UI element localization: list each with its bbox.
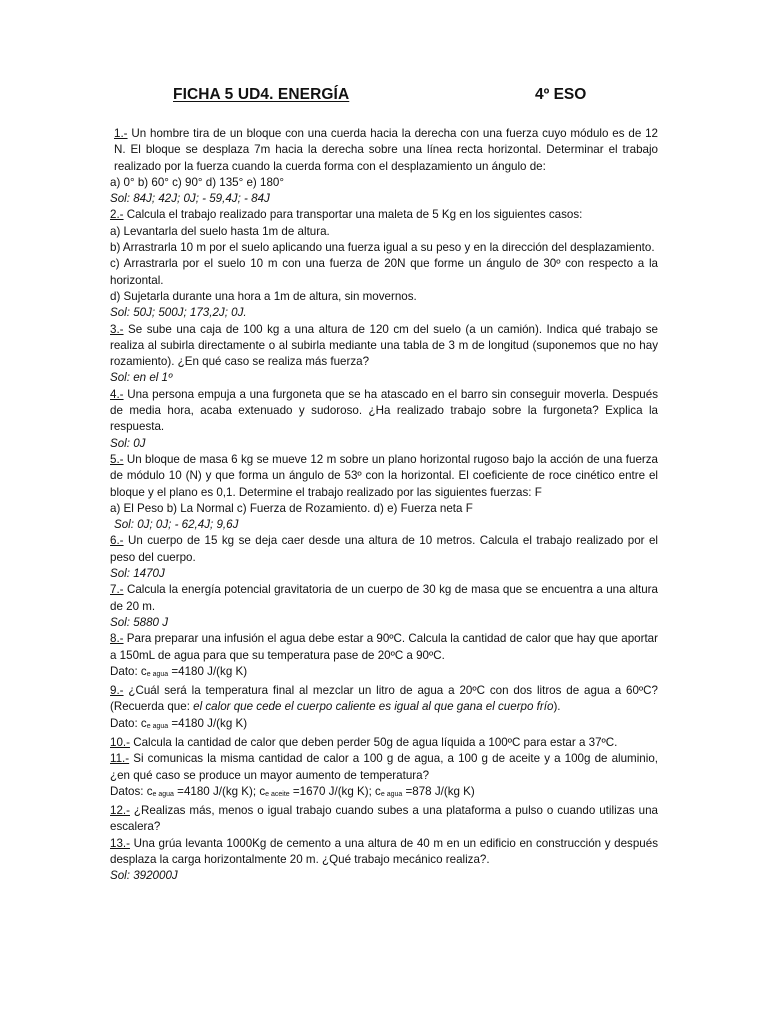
question-number: 4.- xyxy=(110,387,124,401)
question-text: Un cuerpo de 15 kg se deja caer desde una altura de 10 metros. Calcula el trabajo realizado por el peso del cuerpo. xyxy=(110,534,658,564)
question-text: ¿Cuál será la temperatura final al mezclar un litro de agua a 20ºC con dos litros de agua a 60ºC? (Recuerda que: xyxy=(110,684,658,714)
question-number: 3.- xyxy=(110,322,124,336)
question-number: 10.- xyxy=(110,735,130,749)
question-case-b: b) Arrastrarla 10 m por el suelo aplicando una fuerza igual a su peso y en la dirección del desplazamiento. xyxy=(110,241,655,255)
question-text: ¿Realizas más, menos o igual trabajo cuando subes a una plataforma a pulso o cuando utilizas una escalera? xyxy=(110,804,658,834)
question-11 xyxy=(110,751,658,803)
solution: Sol: 84J; 42J; 0J; - 59,4J; - 84J xyxy=(110,192,270,206)
question-options: a) El Peso b) La Normal c) Fuerza de Rozamiento. d) e) Fuerza neta F xyxy=(110,501,473,515)
question-text: Para preparar una infusión el agua debe estar a 90ºC. Calcula la cantidad de calor que hay que aportar a 150mL de agua para que su temperatura pase de 20ºC a 90ºC. xyxy=(110,632,658,662)
question-text: Calcula el trabajo realizado para transportar una maleta de 5 Kg en los siguientes casos: xyxy=(123,208,583,222)
question-4 xyxy=(110,387,658,452)
question-number: 13.- xyxy=(110,836,130,850)
question-data xyxy=(110,784,658,803)
question-9 xyxy=(110,683,658,735)
solution: Sol: 1470J xyxy=(110,567,165,581)
data-subscript: e agua xyxy=(152,790,174,798)
question-data xyxy=(110,664,658,683)
data-subscript: e agua xyxy=(146,670,169,678)
question-italic-note: el calor que cede el cuerpo caliente es igual al que gana el cuerpo frío xyxy=(193,700,554,714)
data-subscript: e agua xyxy=(380,790,403,798)
solution: Sol: 50J; 500J; 173,2J; 0J. xyxy=(110,306,247,320)
document-header xyxy=(173,86,633,110)
data-subscript: e aceite xyxy=(265,790,290,798)
question-12 xyxy=(110,803,658,836)
data-label: Datos: c xyxy=(110,784,153,798)
question-number: 1.- xyxy=(114,127,128,140)
question-text: Un hombre tira de un bloque con una cuerda hacia la derecha con una fuerza cuyo módulo es de 12 N. El bloque se desplaza 7m hacia la derecha sobre una línea recta horizontal. Determinar el trabajo realizado por la fuerza cuando la cuerda forma con el desplazamiento un ángulo de: xyxy=(114,127,658,173)
question-number: 7.- xyxy=(110,583,124,597)
question-tail: ). xyxy=(553,700,561,714)
question-number: 8.- xyxy=(110,632,124,646)
question-data xyxy=(110,716,658,735)
question-5 xyxy=(110,452,658,533)
question-text: Calcula la energía potencial gravitatoria de un cuerpo de 30 kg de masa que se encuentra a una altura de 20 m. xyxy=(110,583,658,613)
question-text: Calcula la cantidad de calor que deben perder 50g de agua líquida a 100ºC para estar a 37ºC. xyxy=(129,735,618,749)
solution: Sol: en el 1º xyxy=(110,371,173,385)
question-case-d: d) Sujetarla durante una hora a 1m de altura, sin movernos. xyxy=(110,289,417,303)
solution: Sol: 392000J xyxy=(110,869,178,883)
question-8 xyxy=(110,631,658,683)
question-number: 12.- xyxy=(110,804,130,818)
question-text: Una persona empuja a una furgoneta que se ha atascado en el barro sin conseguir moverla. Después de media hora, acaba extenuado y sudoroso. ¿Ha realizado trabajo sobre la furgoneta? Explica la respuesta. xyxy=(110,387,658,434)
data-subscript: e agua xyxy=(146,722,169,730)
data-label: Dato: c xyxy=(110,664,147,678)
question-text: Un bloque de masa 6 kg se mueve 12 m sobre un plano horizontal rugoso bajo la acción de una fuerza de módulo 10 (N) y que forma un ángulo de 53º con la horizontal. El coeficiente de roce cinético entre el bloque y el plano es 0,1. Determine el trabajo realizado por las siguientes fuerzas: F xyxy=(110,452,658,499)
solution: Sol: 5880 J xyxy=(110,615,169,629)
question-number: 6.- xyxy=(110,534,124,548)
solution: Sol: 0J xyxy=(110,436,146,450)
question-number: 2.- xyxy=(110,208,124,222)
question-6 xyxy=(110,533,658,582)
question-13 xyxy=(110,836,658,885)
data-value: =4180 J/(kg K) xyxy=(168,664,248,678)
question-3 xyxy=(110,322,658,387)
question-case-c: c) Arrastrarla por el suelo 10 m con una fuerza de 20N que forme un ángulo de 30º con respecto a la horizontal. xyxy=(110,257,658,287)
data-value: =4180 J/(kg K); c xyxy=(173,784,266,798)
question-number: 9.- xyxy=(110,684,124,698)
course-label: 4º ESO xyxy=(535,86,587,103)
question-options: a) 0° b) 60° c) 90° d) 135° e) 180° xyxy=(110,175,284,189)
question-number: 11.- xyxy=(110,752,130,766)
question-1 xyxy=(110,126,658,207)
question-10 xyxy=(110,735,658,751)
question-2 xyxy=(110,207,658,321)
data-value: =878 J/(kg K) xyxy=(402,784,475,798)
solution: Sol: 0J; 0J; - 62,4J; 9,6J xyxy=(114,518,239,532)
question-number: 5.- xyxy=(110,452,124,466)
worksheet-title: FICHA 5 UD4. ENERGÍA xyxy=(173,86,350,103)
data-label: Dato: c xyxy=(110,716,147,730)
data-value: =4180 J/(kg K) xyxy=(168,716,248,730)
data-value: =1670 J/(kg K); c xyxy=(289,784,381,798)
question-case-a: a) Levantarla del suelo hasta 1m de altura. xyxy=(110,224,330,238)
question-text: Una grúa levanta 1000Kg de cemento a una altura de 40 m en un edificio en construcción y después desplaza la carga horizontalmente 20 m. ¿Qué trabajo mecánico realiza?. xyxy=(110,836,658,867)
question-text: Se sube una caja de 100 kg a una altura de 120 cm del suelo (a un camión). Indica qué trabajo se realiza al subirla directamente o al subirla mediante una tabla de 3 m de longitud (suponemos que no hay rozamiento). ¿En qué caso se realiza más fuerza? xyxy=(110,322,658,369)
worksheet-body xyxy=(110,126,658,885)
question-text: Si comunicas la misma cantidad de calor a 100 g de agua, a 100 g de aceite y a 100g de aluminio, ¿en qué caso se produce un mayor aumento de temperatura? xyxy=(110,752,658,782)
question-7 xyxy=(110,582,658,631)
